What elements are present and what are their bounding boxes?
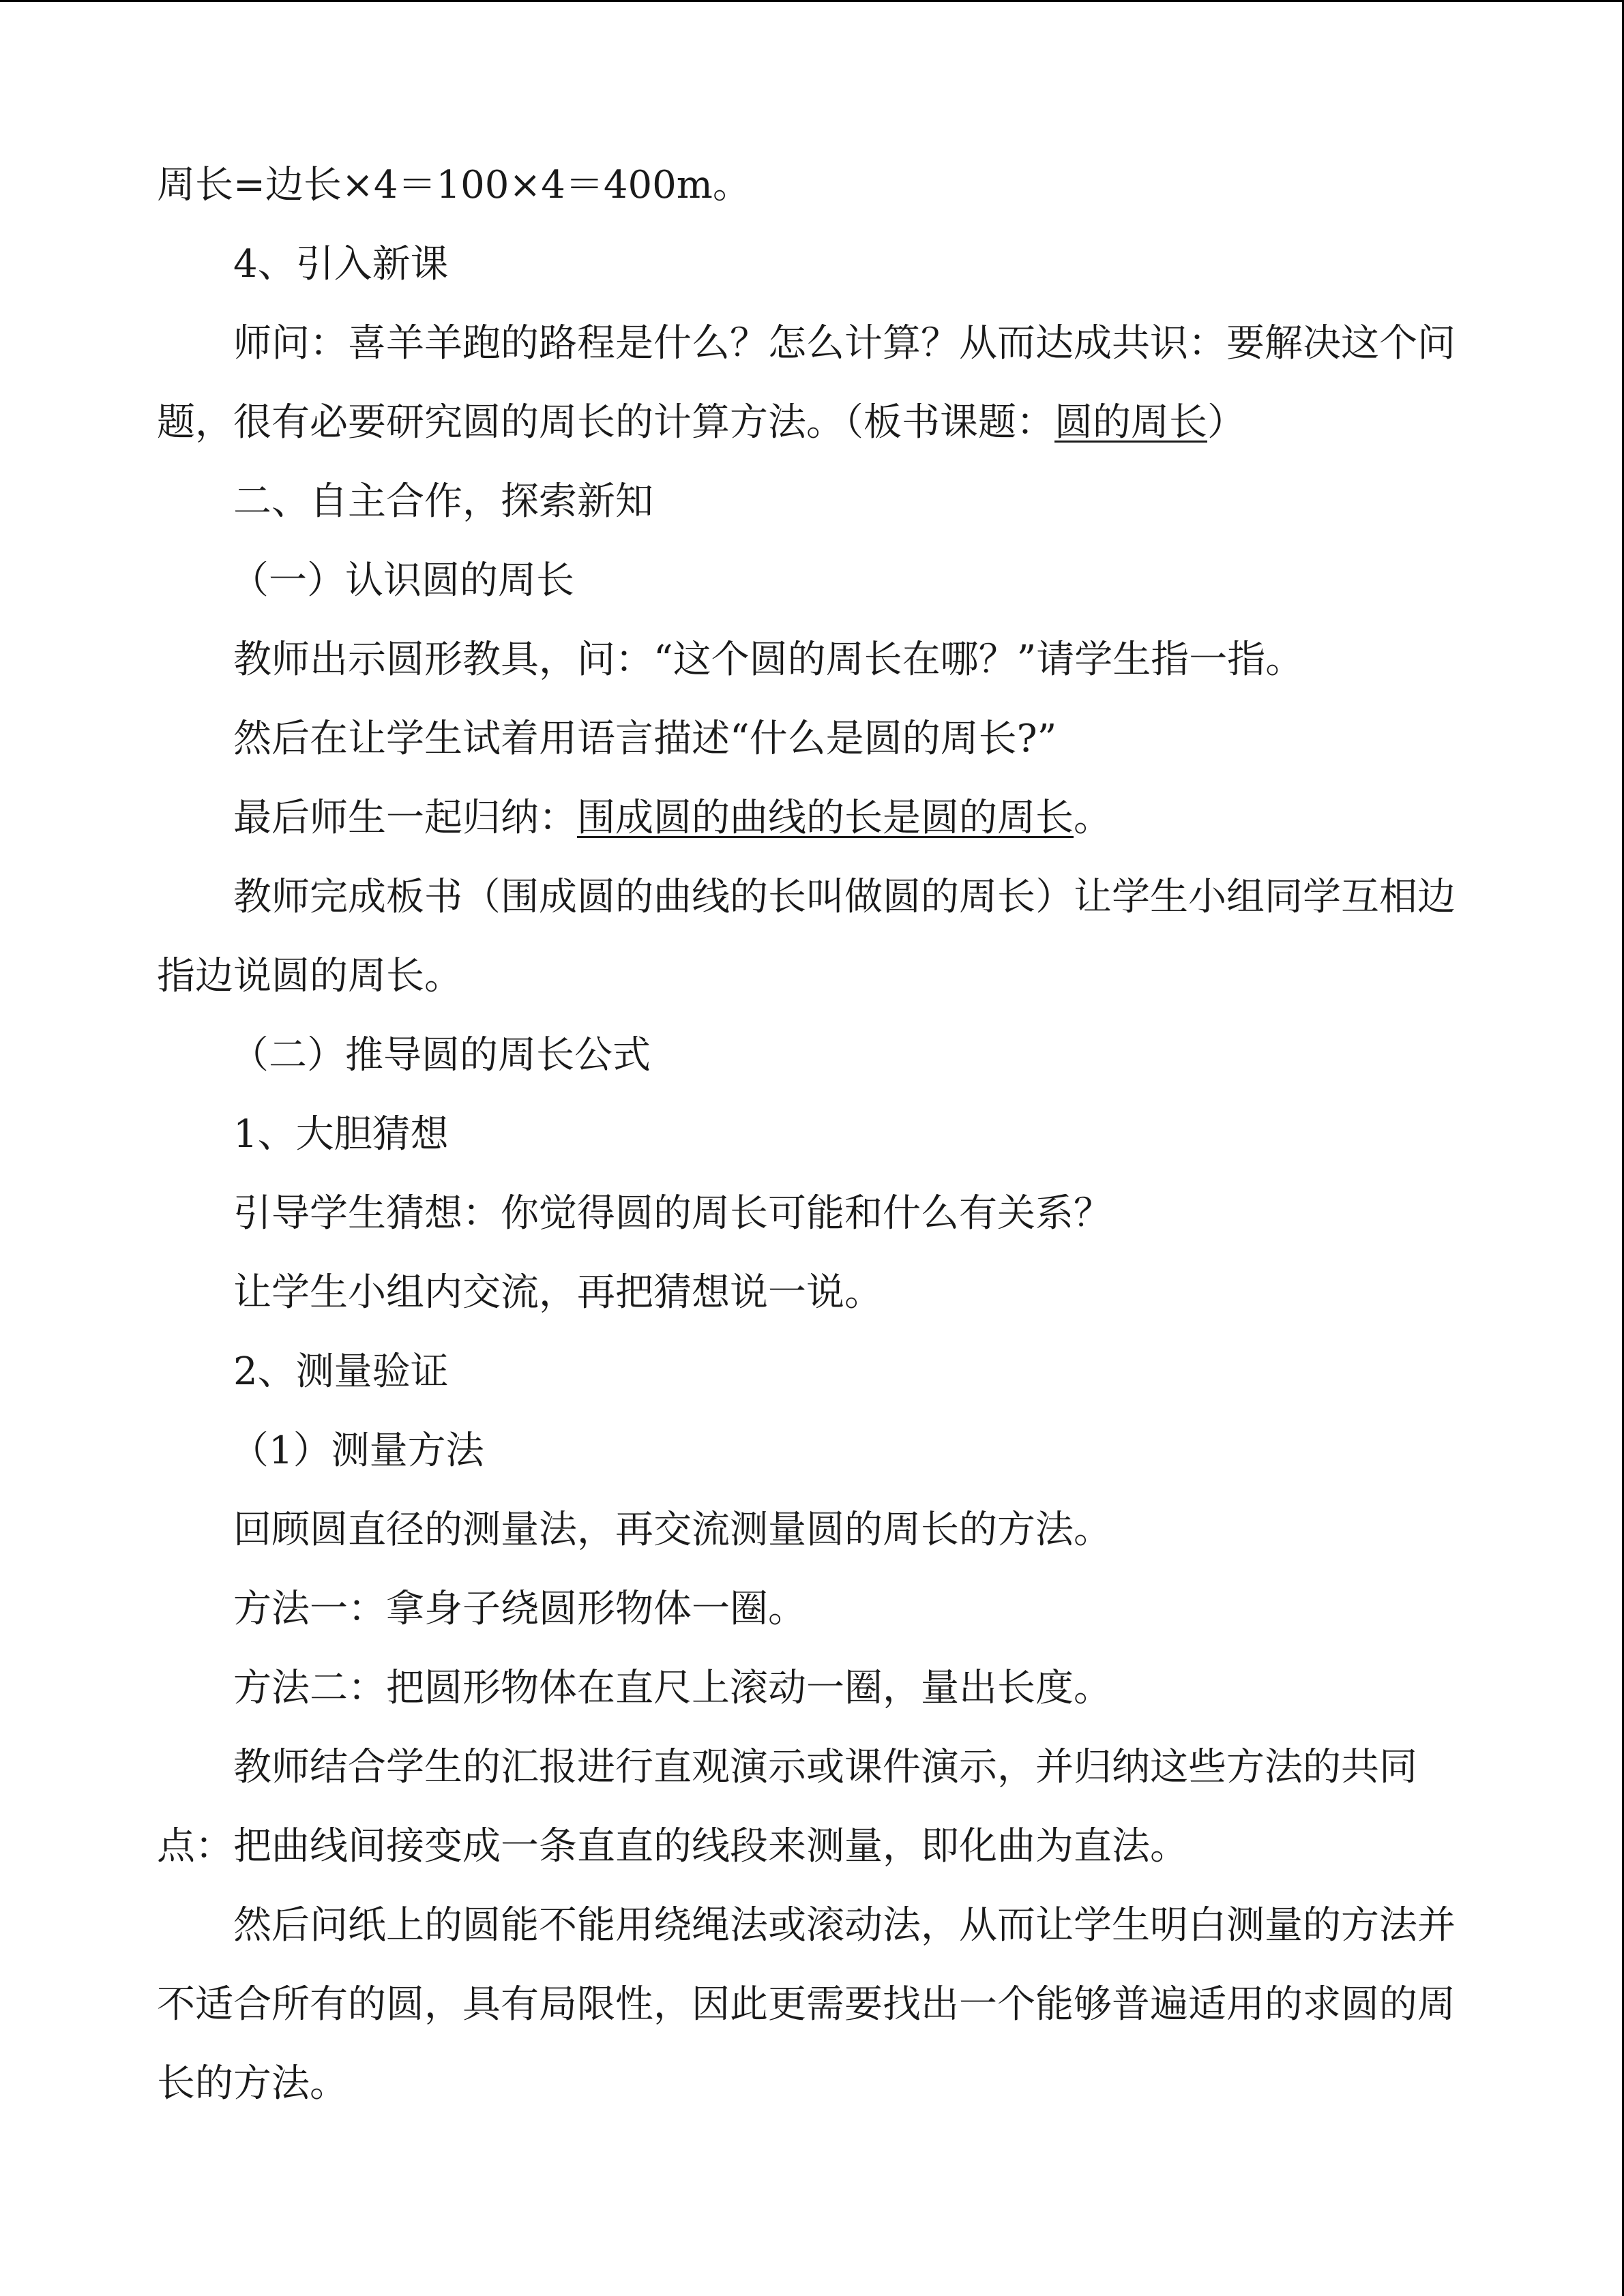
underlined-text: 圆的周长 xyxy=(1054,403,1207,443)
text-line: 然后在让学生试着用语言描述“什么是圆的周长?” xyxy=(233,719,1057,759)
text-line: 点：把曲线间接变成一条直直的线段来测量，即化曲为直法。 xyxy=(157,1827,1188,1866)
text-line: 周长=边长×4＝100×4＝400m。 xyxy=(157,166,751,205)
section-heading: 1、大胆猜想 xyxy=(233,1115,449,1154)
text-line xyxy=(157,403,1460,443)
text-span: 题，很有必要研究圆的周长的计算方法。（板书课题： xyxy=(157,403,1054,443)
text-line: 教师结合学生的汇报进行直观演示或课件演示，并归纳这些方法的共同 xyxy=(233,1748,1417,1787)
text-line: 回顾圆直径的测量法，再交流测量圆的周长的方法。 xyxy=(233,1510,1112,1550)
subsection-heading: （一）认识圆的周长 xyxy=(231,561,574,601)
text-line: 方法一：拿身子绕圆形物体一圈。 xyxy=(233,1590,806,1629)
text-line: 指边说圆的周长。 xyxy=(157,957,462,996)
section-heading: 2、测量验证 xyxy=(233,1352,449,1392)
text-line: 让学生小组内交流，再把猜想说一说。 xyxy=(233,1273,883,1313)
text-line: 教师出示圆形教具，问：“这个圆的周长在哪？”请学生指一指。 xyxy=(233,640,1304,680)
text-span: ） xyxy=(1207,403,1245,443)
text-span: 。 xyxy=(1074,799,1112,838)
text-line: 不适合所有的圆，具有局限性，因此更需要找出一个能够普遍适用的求圆的周 xyxy=(157,1985,1456,2025)
underlined-text: 围成圆的曲线的长是圆的周长 xyxy=(577,799,1074,838)
text-span: 最后师生一起归纳： xyxy=(233,799,577,838)
text-line: 长的方法。 xyxy=(157,2064,348,2104)
text-line: 引导学生猜想：你觉得圆的周长可能和什么有关系？ xyxy=(233,1194,1112,1234)
text-line: 然后问纸上的圆能不能用绕绳法或滚动法，从而让学生明白测量的方法并 xyxy=(233,1906,1456,1945)
subsection-heading: （二）推导圆的周长公式 xyxy=(231,1036,651,1075)
text-line: 师问：喜羊羊跑的路程是什么？怎么计算？从而达成共识：要解决这个问 xyxy=(233,324,1456,363)
subsection-heading: （1）测量方法 xyxy=(231,1431,484,1471)
section-heading: 二、自主合作，探索新知 xyxy=(233,482,653,522)
text-line: 方法二：把圆形物体在直尺上滚动一圈，量出长度。 xyxy=(233,1669,1112,1708)
section-heading: 4、引入新课 xyxy=(233,245,449,284)
text-line: 教师完成板书（围成圆的曲线的长叫做圆的周长）让学生小组同学互相边 xyxy=(233,878,1456,917)
text-line xyxy=(157,799,1460,838)
document-page xyxy=(157,166,1460,2104)
